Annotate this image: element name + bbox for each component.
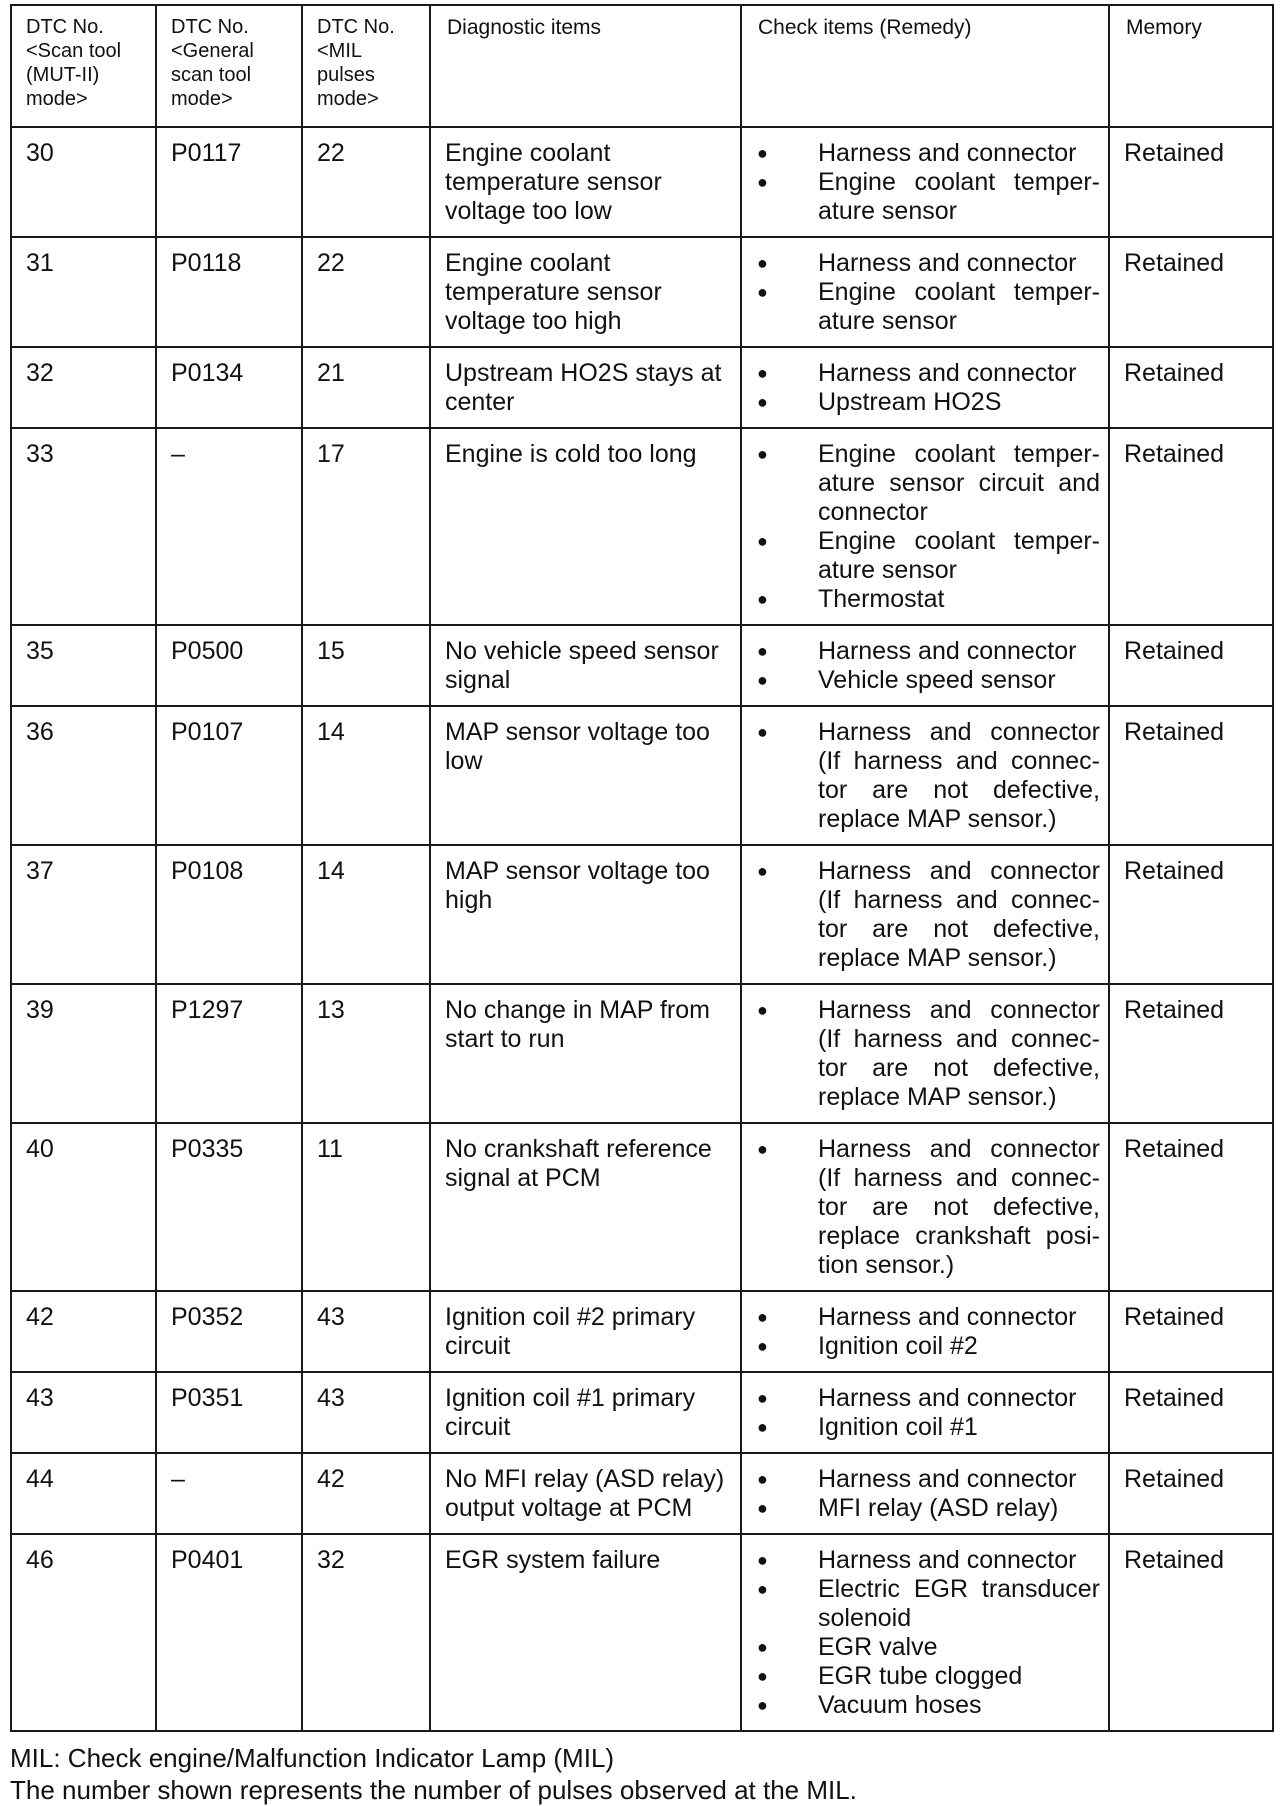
dtc-scan-tool-cell: 30	[11, 127, 156, 237]
dtc-scan-tool-cell: 39	[11, 984, 156, 1123]
check-item: ● Thermostat	[756, 585, 1100, 614]
memory-cell: Retained	[1109, 428, 1273, 625]
diagnostic-item-cell: EGR system failure	[430, 1534, 741, 1731]
table-row	[11, 1453, 1273, 1534]
diagnostic-item-cell: Ignition coil #2 primary circuit	[430, 1291, 741, 1372]
dtc-general-scan-cell: P0335	[156, 1123, 302, 1291]
dtc-general-scan-cell: P0108	[156, 845, 302, 984]
dtc-mil-pulses-cell: 43	[302, 1372, 430, 1453]
table-row	[11, 706, 1273, 845]
table-row	[11, 1291, 1273, 1372]
dtc-mil-pulses-cell: 17	[302, 428, 430, 625]
dtc-scan-tool-cell: 33	[11, 428, 156, 625]
check-item: ● EGR tube clogged	[756, 1662, 1100, 1691]
table-row	[11, 625, 1273, 706]
check-items-cell	[741, 1291, 1109, 1372]
header-scan-tool: DTC No. <Scan tool (MUT-II) mode>	[11, 5, 156, 127]
check-items-list	[756, 637, 1100, 695]
diagnostic-item-cell: Ignition coil #1 primary circuit	[430, 1372, 741, 1453]
dtc-scan-tool-cell: 31	[11, 237, 156, 347]
dtc-general-scan-cell: P0352	[156, 1291, 302, 1372]
dtc-scan-tool-cell: 37	[11, 845, 156, 984]
dtc-mil-pulses-cell: 42	[302, 1453, 430, 1534]
dtc-general-scan-cell: P1297	[156, 984, 302, 1123]
check-items-cell	[741, 1534, 1109, 1731]
memory-cell: Retained	[1109, 127, 1273, 237]
diagnostic-item-cell: No change in MAP from start to run	[430, 984, 741, 1123]
check-items-list	[756, 359, 1100, 417]
footnotes	[10, 1742, 1272, 1806]
check-item: ● Harness and connector	[756, 1384, 1100, 1413]
dtc-mil-pulses-cell: 22	[302, 237, 430, 347]
check-item: ● Engine coolant temper-ature sensor	[756, 527, 1100, 585]
dtc-general-scan-cell: P0401	[156, 1534, 302, 1731]
check-item: ● Harness and connector	[756, 1546, 1100, 1575]
check-item: ● Ignition coil #1	[756, 1413, 1100, 1442]
memory-cell: Retained	[1109, 1372, 1273, 1453]
pulses-note: The number shown represents the number of pulses observed at the MIL.	[10, 1775, 857, 1805]
table-row	[11, 845, 1273, 984]
check-item: ● Harness and connector	[756, 249, 1100, 278]
check-item: ● Harness and connector	[756, 637, 1100, 666]
dtc-scan-tool-cell: 35	[11, 625, 156, 706]
memory-cell: Retained	[1109, 845, 1273, 984]
check-item: ● Harness and connector	[756, 139, 1100, 168]
table-body	[11, 127, 1273, 1731]
dtc-general-scan-cell: –	[156, 1453, 302, 1534]
mil-definition-note: MIL: Check engine/Malfunction Indicator Lamp (MIL)	[10, 1743, 615, 1773]
memory-cell: Retained	[1109, 1291, 1273, 1372]
diagnostic-item-cell: No crankshaft reference signal at PCM	[430, 1123, 741, 1291]
diagnostic-item-cell: Engine is cold too long	[430, 428, 741, 625]
header-mil-pulses: DTC No. <MIL pulses mode>	[302, 5, 430, 127]
check-item: ● Electric EGR transducer solenoid	[756, 1575, 1100, 1633]
check-items-cell	[741, 1372, 1109, 1453]
dtc-mil-pulses-cell: 14	[302, 706, 430, 845]
dtc-mil-pulses-cell: 32	[302, 1534, 430, 1731]
diagnostic-item-cell: Engine coolant temperature sensor voltage too high	[430, 237, 741, 347]
dtc-general-scan-cell: P0134	[156, 347, 302, 428]
table-row	[11, 237, 1273, 347]
check-items-cell	[741, 625, 1109, 706]
dtc-scan-tool-cell: 43	[11, 1372, 156, 1453]
check-items-list	[756, 249, 1100, 336]
table-row	[11, 428, 1273, 625]
diagnostic-item-cell: MAP sensor voltage too low	[430, 706, 741, 845]
check-item: ● Engine coolant temper-ature sensor	[756, 278, 1100, 336]
diagnostic-item-cell: MAP sensor voltage too high	[430, 845, 741, 984]
table-row	[11, 1534, 1273, 1731]
check-item: ● Vacuum hoses	[756, 1691, 1100, 1720]
memory-cell: Retained	[1109, 1123, 1273, 1291]
check-item: ● Ignition coil #2	[756, 1332, 1100, 1361]
check-items-cell	[741, 428, 1109, 625]
dtc-general-scan-cell: P0118	[156, 237, 302, 347]
dtc-general-scan-cell: P0351	[156, 1372, 302, 1453]
table-row	[11, 1123, 1273, 1291]
dtc-scan-tool-cell: 36	[11, 706, 156, 845]
header-check-items: Check items (Remedy)	[741, 5, 1109, 127]
table-header-row	[11, 5, 1273, 127]
check-items-cell	[741, 237, 1109, 347]
check-item: ● Upstream HO2S	[756, 388, 1100, 417]
check-items-list	[756, 440, 1100, 614]
check-items-list	[756, 1303, 1100, 1361]
diagnostic-item-cell: No MFI relay (ASD relay) output voltage at PCM	[430, 1453, 741, 1534]
check-items-list	[756, 857, 1100, 973]
dtc-mil-pulses-cell: 13	[302, 984, 430, 1123]
memory-cell: Retained	[1109, 1453, 1273, 1534]
dtc-mil-pulses-cell: 21	[302, 347, 430, 428]
check-item: ● Harness and connector (If harness and connec-tor are not defective, replace MAP sensor.)	[756, 718, 1100, 834]
check-item: ● Engine coolant temper-ature sensor circuit and connector	[756, 440, 1100, 527]
memory-cell: Retained	[1109, 706, 1273, 845]
dtc-scan-tool-cell: 32	[11, 347, 156, 428]
table-row	[11, 347, 1273, 428]
check-items-list	[756, 1546, 1100, 1720]
memory-cell: Retained	[1109, 237, 1273, 347]
dtc-scan-tool-cell: 44	[11, 1453, 156, 1534]
dtc-mil-pulses-cell: 11	[302, 1123, 430, 1291]
memory-cell: Retained	[1109, 1534, 1273, 1731]
check-items-cell	[741, 845, 1109, 984]
check-item: ● Harness and connector	[756, 1303, 1100, 1332]
check-items-cell	[741, 127, 1109, 237]
check-items-cell	[741, 1123, 1109, 1291]
check-items-list	[756, 1384, 1100, 1442]
check-item: ● Engine coolant temper-ature sensor	[756, 168, 1100, 226]
check-items-cell	[741, 984, 1109, 1123]
dtc-scan-tool-cell: 46	[11, 1534, 156, 1731]
check-item: ● Harness and connector	[756, 359, 1100, 388]
check-items-list	[756, 1465, 1100, 1523]
dtc-mil-pulses-cell: 43	[302, 1291, 430, 1372]
check-items-list	[756, 996, 1100, 1112]
dtc-mil-pulses-cell: 15	[302, 625, 430, 706]
check-item: ● MFI relay (ASD relay)	[756, 1494, 1100, 1523]
dtc-scan-tool-cell: 40	[11, 1123, 156, 1291]
dtc-general-scan-cell: –	[156, 428, 302, 625]
header-diagnostic-items: Diagnostic items	[430, 5, 741, 127]
diagnostic-item-cell: No vehicle speed sensor signal	[430, 625, 741, 706]
header-memory: Memory	[1109, 5, 1273, 127]
table-row	[11, 984, 1273, 1123]
check-items-cell	[741, 1453, 1109, 1534]
check-item: ● Harness and connector (If harness and connec-tor are not defective, replace MAP sensor.)	[756, 857, 1100, 973]
check-items-cell	[741, 347, 1109, 428]
dtc-table	[10, 4, 1274, 1732]
check-item: ● Harness and connector (If harness and connec-tor are not defective, replace MAP sensor.)	[756, 996, 1100, 1112]
check-item: ● Vehicle speed sensor	[756, 666, 1100, 695]
memory-cell: Retained	[1109, 347, 1273, 428]
dtc-mil-pulses-cell: 22	[302, 127, 430, 237]
check-items-list	[756, 1135, 1100, 1280]
dtc-scan-tool-cell: 42	[11, 1291, 156, 1372]
header-general-scan-tool: DTC No. <General scan tool mode>	[156, 5, 302, 127]
memory-cell: Retained	[1109, 625, 1273, 706]
dtc-general-scan-cell: P0107	[156, 706, 302, 845]
dtc-general-scan-cell: P0117	[156, 127, 302, 237]
check-items-cell	[741, 706, 1109, 845]
check-item: ● EGR valve	[756, 1633, 1100, 1662]
diagnostic-item-cell: Upstream HO2S stays at center	[430, 347, 741, 428]
dtc-general-scan-cell: P0500	[156, 625, 302, 706]
table-row	[11, 127, 1273, 237]
check-item: ● Harness and connector (If harness and connec-tor are not defective, replace crankshaft posi-tion sensor.)	[756, 1135, 1100, 1280]
diagnostic-item-cell: Engine coolant temperature sensor voltage too low	[430, 127, 741, 237]
dtc-document	[10, 4, 1272, 1806]
dtc-mil-pulses-cell: 14	[302, 845, 430, 984]
check-items-list	[756, 139, 1100, 226]
check-items-list	[756, 718, 1100, 834]
memory-cell: Retained	[1109, 984, 1273, 1123]
table-row	[11, 1372, 1273, 1453]
check-item: ● Harness and connector	[756, 1465, 1100, 1494]
